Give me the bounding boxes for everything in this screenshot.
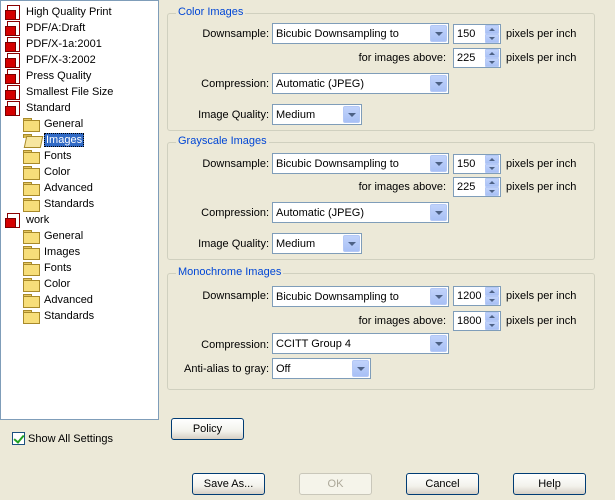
settings-tree[interactable]: [0, 0, 159, 420]
spin-up-icon[interactable]: [485, 312, 499, 321]
tree-item[interactable]: [23, 148, 72, 164]
color-images-title: Color Images: [178, 6, 244, 18]
chevron-down-icon[interactable]: [430, 288, 447, 305]
tree-item-label: Standards: [44, 310, 95, 322]
color-compression-select[interactable]: Automatic (JPEG): [272, 73, 449, 94]
tree-item[interactable]: [5, 68, 91, 84]
color-ppi-label-2: pixels per inch: [506, 52, 577, 64]
mono-above-spinner[interactable]: 1800: [453, 311, 501, 331]
tree-item[interactable]: [5, 52, 96, 68]
color-quality-select[interactable]: Medium: [272, 104, 362, 125]
pdf-settings-icon: [5, 69, 21, 83]
pdf-settings-icon: [5, 5, 21, 19]
folder-icon: [23, 278, 39, 291]
tree-item-label: Standards: [44, 198, 95, 210]
color-above-label: for images above:: [358, 52, 446, 64]
pdf-settings-icon: [5, 21, 21, 35]
tree-item-label: Advanced: [44, 182, 93, 194]
checkbox-checked-icon[interactable]: [12, 432, 25, 445]
pdf-settings-icon: [5, 213, 21, 227]
mono-antialias-select[interactable]: Off: [272, 358, 371, 379]
spin-down-icon[interactable]: [485, 164, 499, 173]
gray-downsample-select[interactable]: Bicubic Downsampling to: [272, 153, 449, 174]
tree-item-label: General: [44, 230, 84, 242]
tree-item-label: PDF/X-1a:2001: [26, 38, 102, 50]
tree-item-label: Advanced: [44, 294, 93, 306]
pdf-settings-icon: [5, 101, 21, 115]
tree-item[interactable]: [23, 164, 70, 180]
gray-above-label: for images above:: [358, 181, 446, 193]
chevron-down-icon[interactable]: [430, 155, 447, 172]
tree-item-label: Color: [44, 278, 71, 290]
gray-compression-label: Compression:: [201, 207, 269, 219]
tree-item[interactable]: [5, 100, 71, 116]
pdf-settings-icon: [5, 53, 21, 67]
folder-icon: [23, 150, 39, 163]
spin-up-icon[interactable]: [485, 155, 499, 164]
gray-downsample-label: Downsample:: [202, 158, 269, 170]
mono-compression-label: Compression:: [201, 339, 269, 351]
tree-item[interactable]: [23, 308, 94, 324]
gray-resolution-spinner[interactable]: 150: [453, 154, 501, 174]
color-quality-label: Image Quality:: [198, 109, 269, 121]
tree-item[interactable]: [5, 4, 112, 20]
tree-item[interactable]: [5, 84, 113, 100]
tree-item-label: High Quality Print: [26, 6, 112, 18]
gray-quality-select[interactable]: Medium: [272, 233, 362, 254]
spin-down-icon[interactable]: [485, 58, 499, 67]
tree-item-label: PDF/X-3:2002: [26, 54, 96, 66]
spin-up-icon[interactable]: [485, 178, 499, 187]
mono-ppi-label: pixels per inch: [506, 290, 577, 302]
folder-icon: [23, 182, 39, 195]
chevron-down-icon[interactable]: [343, 235, 360, 252]
tree-item[interactable]: [23, 196, 94, 212]
folder-icon: [23, 230, 39, 243]
color-ppi-label: pixels per inch: [506, 28, 577, 40]
folder-icon: [23, 198, 39, 211]
tree-item-label: Smallest File Size: [26, 86, 114, 98]
color-above-spinner[interactable]: 225: [453, 48, 501, 68]
chevron-down-icon[interactable]: [430, 25, 447, 42]
chevron-down-icon[interactable]: [430, 335, 447, 352]
monochrome-images-title: Monochrome Images: [178, 266, 282, 278]
tree-item[interactable]: [23, 292, 93, 308]
tree-item-label: Color: [44, 166, 71, 178]
color-downsample-label: Downsample:: [202, 28, 269, 40]
pdf-settings-icon: [5, 37, 21, 51]
mono-compression-select[interactable]: CCITT Group 4: [272, 333, 449, 354]
chevron-down-icon[interactable]: [430, 75, 447, 92]
spin-up-icon[interactable]: [485, 49, 499, 58]
folder-icon: [23, 118, 39, 131]
cancel-button[interactable]: Cancel: [406, 473, 479, 495]
folder-icon: [23, 262, 39, 275]
spin-up-icon[interactable]: [485, 25, 499, 34]
grayscale-images-title: Grayscale Images: [178, 135, 267, 147]
tree-item[interactable]: [23, 228, 83, 244]
gray-above-spinner[interactable]: 225: [453, 177, 501, 197]
chevron-down-icon[interactable]: [430, 204, 447, 221]
color-compression-label: Compression:: [201, 78, 269, 90]
gray-ppi-label-2: pixels per inch: [506, 181, 577, 193]
tree-item-label: Press Quality: [26, 70, 92, 82]
policy-button[interactable]: Policy: [171, 418, 244, 440]
mono-resolution-spinner[interactable]: 1200: [453, 286, 501, 306]
gray-ppi-label: pixels per inch: [506, 158, 577, 170]
tree-item[interactable]: [23, 260, 72, 276]
tree-item-label: PDF/A:Draft: [26, 22, 86, 34]
tree-item[interactable]: [23, 116, 83, 132]
color-resolution-spinner[interactable]: 150: [453, 24, 501, 44]
gray-compression-select[interactable]: Automatic (JPEG): [272, 202, 449, 223]
tree-item[interactable]: [5, 212, 49, 228]
show-all-settings[interactable]: [12, 432, 113, 445]
mono-downsample-select[interactable]: Bicubic Downsampling to: [272, 286, 449, 307]
mono-ppi-label-2: pixels per inch: [506, 315, 577, 327]
tree-item[interactable]: [5, 20, 85, 36]
spin-down-icon[interactable]: [485, 296, 499, 305]
gray-quality-label: Image Quality:: [198, 238, 269, 250]
spin-down-icon[interactable]: [485, 187, 499, 196]
help-button[interactable]: Help: [513, 473, 586, 495]
tree-item[interactable]: [23, 132, 84, 148]
pdf-settings-icon: [5, 85, 21, 99]
chevron-down-icon[interactable]: [352, 360, 369, 377]
tree-item[interactable]: [5, 36, 102, 52]
spin-down-icon[interactable]: [485, 321, 499, 330]
tree-item-label: Fonts: [44, 150, 72, 162]
color-downsample-select[interactable]: Bicubic Downsampling to: [272, 23, 449, 44]
save-as-button[interactable]: Save As...: [192, 473, 265, 495]
folder-icon: [23, 166, 39, 179]
folder-open-icon: [23, 134, 39, 147]
mono-above-label: for images above:: [358, 315, 446, 327]
tree-item-label: Images: [46, 134, 83, 146]
tree-item-label: Fonts: [44, 262, 72, 274]
mono-downsample-label: Downsample:: [202, 290, 269, 302]
tree-item[interactable]: [23, 244, 80, 260]
folder-icon: [23, 310, 39, 323]
tree-item-label: Standard: [26, 102, 71, 114]
folder-icon: [23, 246, 39, 259]
tree-item[interactable]: [23, 276, 70, 292]
mono-antialias-label: Anti-alias to gray:: [184, 363, 269, 375]
tree-item-label: General: [44, 118, 84, 130]
folder-icon: [23, 294, 39, 307]
spin-down-icon[interactable]: [485, 34, 499, 43]
tree-item[interactable]: [23, 180, 93, 196]
tree-item-label: Images: [44, 246, 81, 258]
ok-button[interactable]: OK: [299, 473, 372, 495]
spin-up-icon[interactable]: [485, 287, 499, 296]
tree-item-label: work: [26, 214, 50, 226]
show-all-settings-label: Show All Settings: [28, 432, 113, 445]
chevron-down-icon[interactable]: [343, 106, 360, 123]
